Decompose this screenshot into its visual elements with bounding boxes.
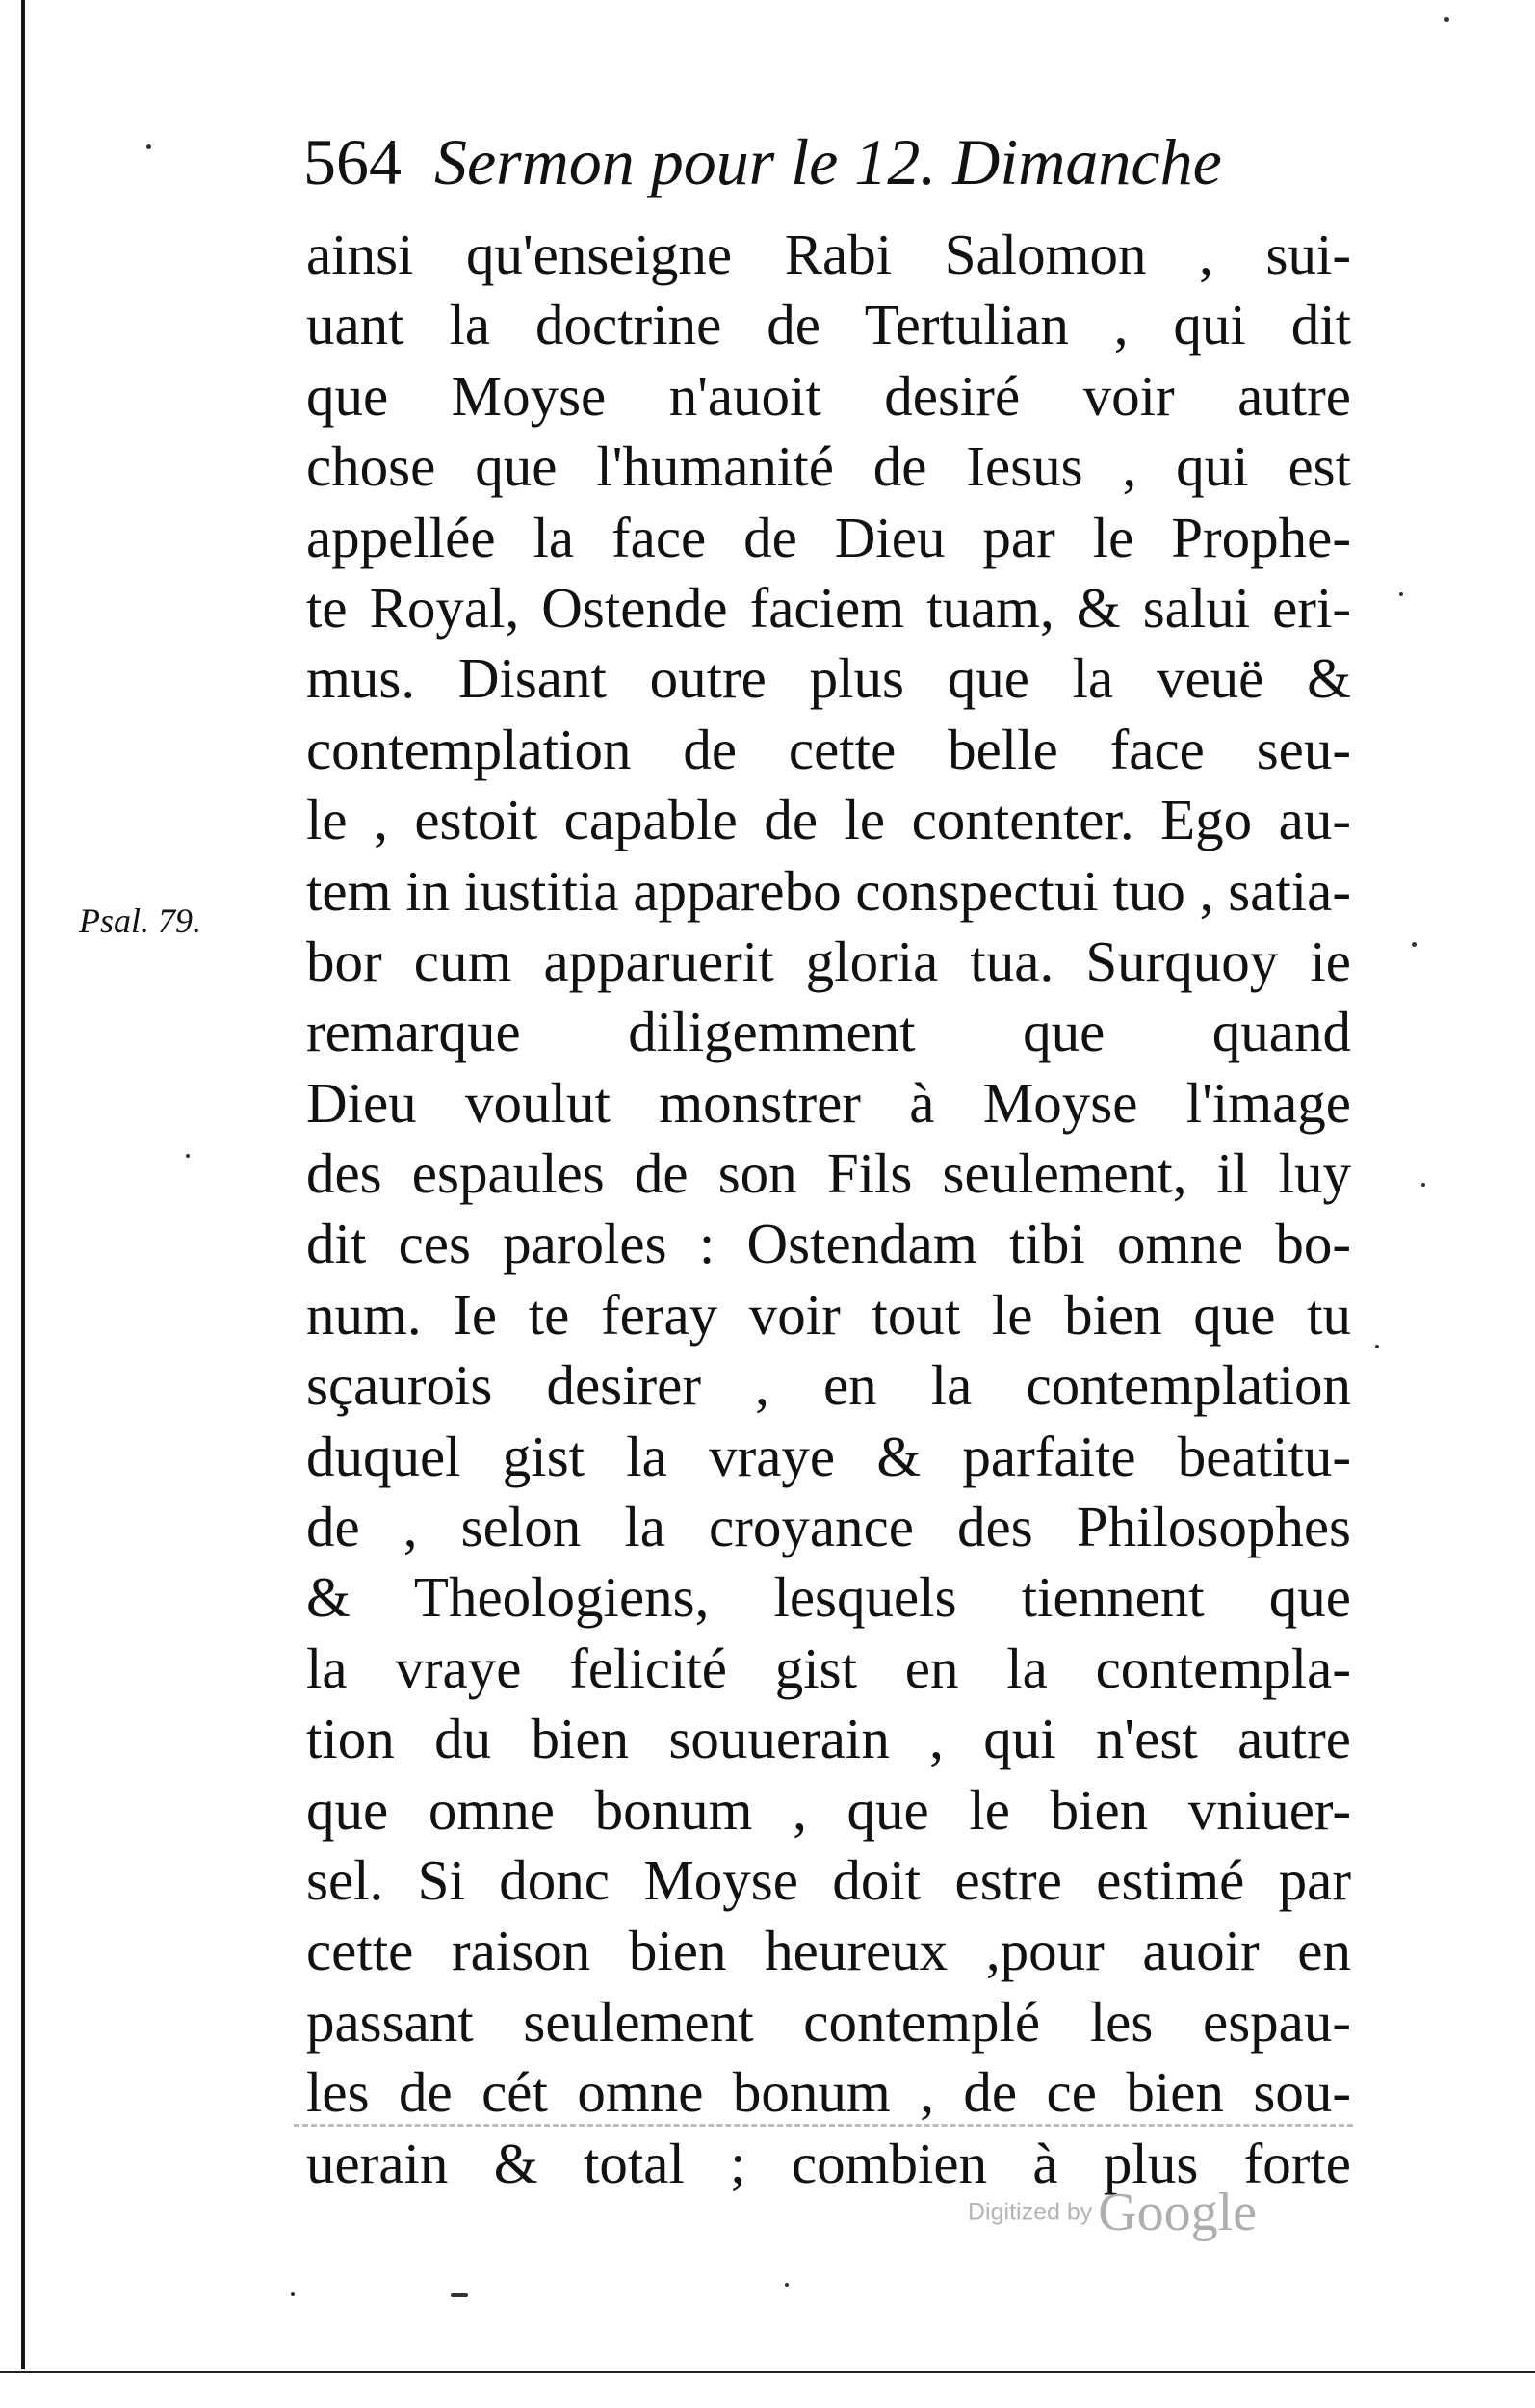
text-line: uerain & total ; combien à plus forte xyxy=(306,2131,1351,2195)
text-line: dit ces paroles : Ostendam tibi omne bo- xyxy=(306,1212,1351,1276)
speck xyxy=(451,2293,468,2297)
speck xyxy=(785,2283,789,2287)
speck xyxy=(1444,17,1449,22)
ink-dashes xyxy=(294,2124,1353,2133)
text-line: le , estoit capable de le contenter. Ego au- xyxy=(306,788,1351,852)
text-line: Dieu voulut monstrer à Moyse l'image xyxy=(306,1070,1351,1135)
page-number: 564 xyxy=(303,125,402,198)
speck xyxy=(291,2292,295,2296)
text-line: remarque diligemment que quand xyxy=(306,1000,1351,1064)
text-line: sçaurois desirer , en la contemplation xyxy=(306,1353,1351,1418)
text-line: ainsi qu'enseigne Rabi Salomon , sui- xyxy=(306,222,1351,286)
text-line: les de cét omne bonum , de ce bien sou- xyxy=(306,2060,1351,2125)
text-line: que omne bonum , que le bien vniuer- xyxy=(306,1777,1351,1842)
text-line: uant la doctrine de Tertulian , qui dit xyxy=(306,293,1351,357)
text-line: cette raison bien heureux ,pour auoir en xyxy=(306,1919,1351,1983)
text-line: tem in iustitia apparebo conspectui tuo , satia- xyxy=(306,858,1351,923)
text-line: bor cum apparuerit gloria tua. Surquoy ie xyxy=(306,929,1351,993)
text-line: mus. Disant outre plus que la veuë & xyxy=(306,646,1351,711)
text-line: que Moyse n'auoit desiré voir autre xyxy=(306,363,1351,428)
speck xyxy=(146,144,151,149)
speck xyxy=(1375,1345,1379,1348)
google-logo: Google xyxy=(1098,2183,1258,2242)
body-text xyxy=(306,220,1351,2199)
text-line: appellée la face de Dieu par le Prophe- xyxy=(306,505,1351,569)
text-line: des espaules de son Fils seulement, il luy xyxy=(306,1141,1351,1206)
speck xyxy=(1421,1183,1425,1187)
digitized-by-watermark xyxy=(968,2182,1257,2243)
text-line: contemplation de cette belle face seu- xyxy=(306,717,1351,781)
text-line: passant seulement contemplé les espau- xyxy=(306,1989,1351,2054)
text-line: & Theologiens, lesquels tiennent que xyxy=(306,1565,1351,1630)
speck xyxy=(1412,942,1417,947)
speck xyxy=(1399,592,1403,596)
text-line: duquel gist la vraye & parfaite beatitu- xyxy=(306,1424,1351,1488)
text-line: la vraye felicité gist en la contempla- xyxy=(306,1636,1351,1700)
text-line: te Royal, Ostende faciem tuam, & salui eri- xyxy=(306,575,1351,640)
running-head: Sermon pour le 12. Dimanche xyxy=(434,125,1222,198)
text-line: sel. Si donc Moyse doit estre estimé par xyxy=(306,1847,1351,1912)
text-line: num. Ie te feray voir tout le bien que tu xyxy=(306,1282,1351,1347)
margin-note: Psal. 79. xyxy=(79,902,202,940)
text-line: tion du bien souuerain , qui n'est autre xyxy=(306,1707,1351,1771)
text-line: chose que l'humanité de Iesus , qui est xyxy=(306,434,1351,499)
page-edge-left xyxy=(21,0,25,2369)
speck xyxy=(186,1154,190,1158)
page-edge-bottom xyxy=(0,2371,1535,2373)
digitized-by-label: Digitized by xyxy=(968,2198,1093,2226)
text-line: de , selon la croyance des Philosophes xyxy=(306,1495,1351,1559)
running-header xyxy=(303,123,1363,200)
